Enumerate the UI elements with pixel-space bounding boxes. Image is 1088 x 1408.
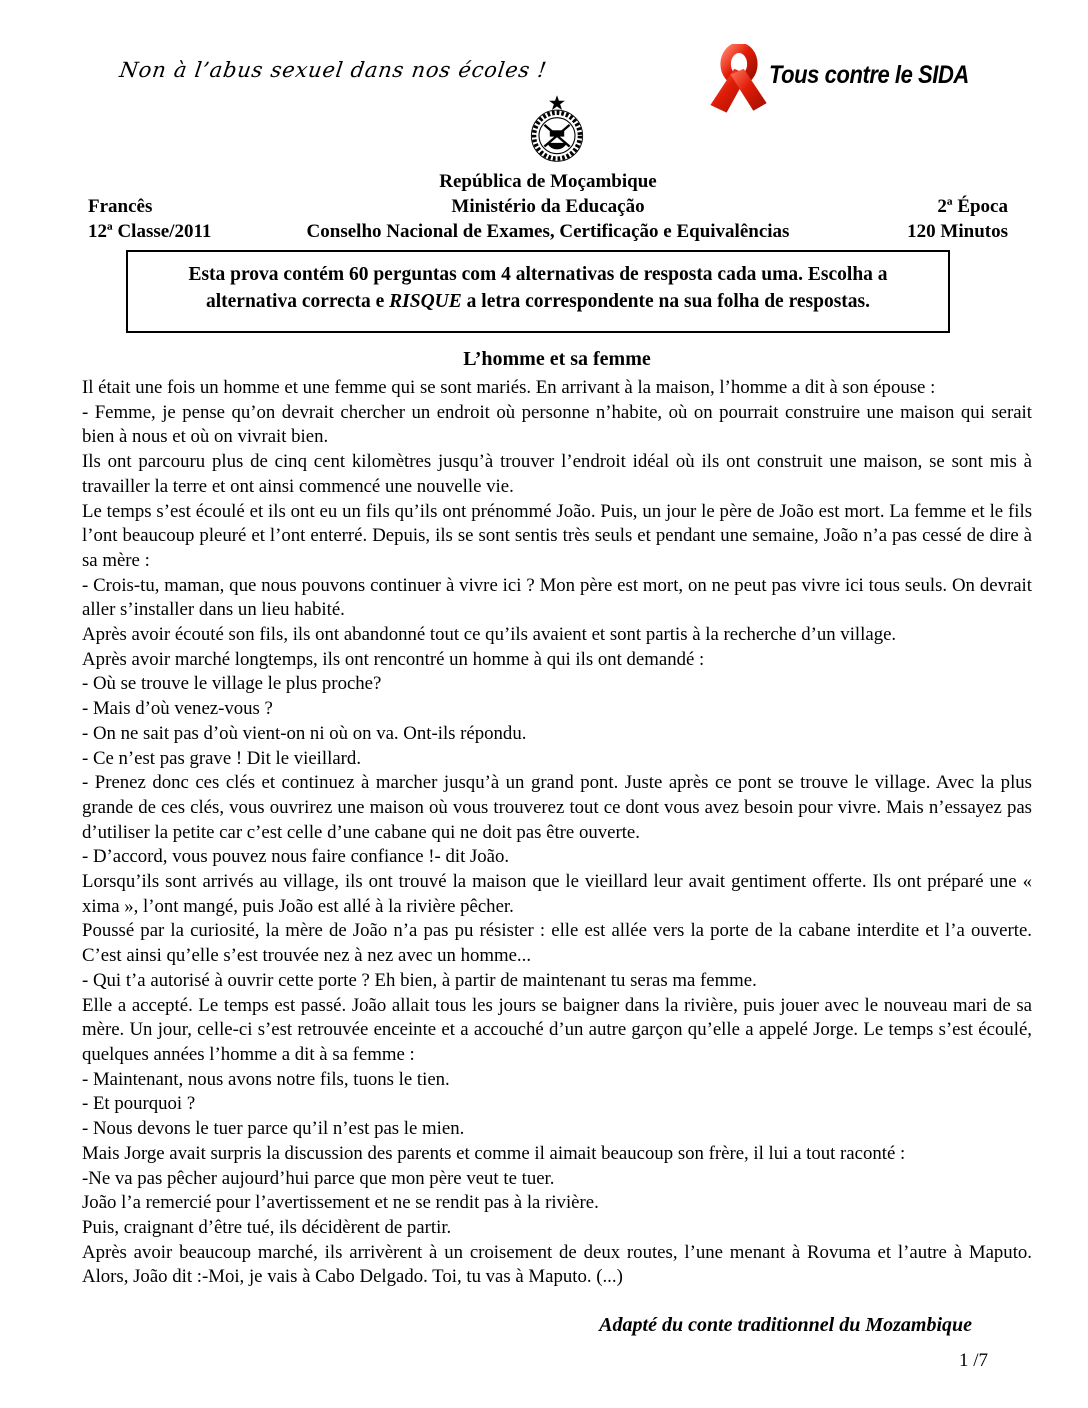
story-paragraph: Après avoir marché longtemps, ils ont rencontré un homme à qui ils ont demandé : [82, 648, 705, 670]
story-paragraph: - Femme, je pense qu’on devrait chercher un endroit où personne n’habite, où on pourrait construire une maison qui serait bien à nous et où on vivrait bien. [82, 401, 1032, 448]
story-paragraph: - Crois-tu, maman, que nous pouvons continuer à vivre ici ? Mon père est mort, on ne peut pas vivre ici tous seuls. On devrait aller s’installer dans un lieu habité. [82, 574, 1032, 621]
class-year: 12ª Classe/2011 [88, 221, 212, 242]
story-paragraph: - Où se trouve le village le plus proche? [82, 673, 382, 695]
story-paragraph: - Mais d’où venez-vous ? [82, 698, 273, 720]
story-paragraph: - Ce n’est pas grave ! Dit le vieillard. [82, 747, 362, 769]
story-attribution: Adapté du conte traditionnel du Mozambique [599, 1314, 972, 1337]
story-paragraph: - Nous devons le tuer parce qu’il n’est pas le mien. [82, 1118, 465, 1140]
council-name: Conselho Nacional de Exames, Certificação e Equivalências [306, 221, 790, 242]
country-name: República de Moçambique [439, 171, 657, 192]
story-paragraph: Poussé par la curiosité, la mère de João n’a pas pu résister : elle est allée vers la porte de la cabane interdite et l’a ouverte. C’est ainsi qu’elle s’est trouvée nez à nez avec un homme... [82, 920, 1032, 967]
story-paragraph: João l’a remercié pour l’avertissement et ne se rendit pas à la rivière. [82, 1192, 599, 1214]
ministry-name: Ministério da Educação [451, 196, 645, 217]
story-paragraph: Le temps s’est écoulé et ils ont eu un fils qu’ils ont prénommé João. Puis, un jour le père de João est mort. La femme et le fils l’ont beaucoup pleuré et l’ont enterré. Depuis, ils se sont sentis très seuls et pendant une semaine, João n’a pas cessé de dire à sa mère : [82, 500, 1032, 571]
campaign-slogan: Tous contre le SIDA [769, 61, 969, 89]
story-paragraph: - Prenez donc ces clés et continuez à marcher jusqu’à un grand pont. Juste après ce pont se trouve le village. Avec la plus grande de ces clés, vous ouvrirez une maison où vous trouverez tout ce dont vous avez besoin pour vivre. Mais n’essayez pas d’utiliser la petite car c’est celle d’une cabane qui ne doit pas être ouverte. [82, 772, 1032, 843]
story-paragraph: - Qui t’a autorisé à ouvrir cette porte ? Eh bien, à partir de maintenant tu seras ma femme. [82, 969, 757, 991]
instructions-text-1: Esta prova contém 60 perguntas com 4 alternativas de resposta cada uma. Escolha a alternativa correcta e [188, 264, 888, 312]
story-paragraph: Mais Jorge avait surpris la discussion des parents et comme il aimait beaucoup son frère, il lui a tout raconté : [82, 1142, 906, 1164]
duration-label: 120 Minutos [907, 221, 1008, 242]
story-paragraph: Il était une fois un homme et une femme qui se sont mariés. En arrivant à la maison, l’homme a dit à son épouse : [82, 377, 936, 398]
story-paragraph: - On ne sait pas d’où vient-on ni où on va. Ont-ils répondu. [82, 722, 527, 744]
exam-header [82, 167, 1032, 244]
story-paragraph: Ils ont parcouru plus de cinq cent kilomètres jusqu’à trouver l’endroit idéal où ils ont construit une maison, se sont mis à travailler la terre et ont ainsi commencé une nouvelle vie. [82, 451, 1032, 497]
story-paragraph: Elle a accepté. Le temps est passé. João allait tous les jours se baigner dans la rivière, puis jouer avec le nouveau mari de sa mère. Un jour, celle-ci s’est retrouvée enceinte et a accouché d’un autre garçon qu’elle a appelé Jorge. Le temps s’est écoulé, quelques années l’homme a dit à sa femme : [82, 994, 1032, 1065]
header-spacer [88, 169, 248, 194]
subject-name: Francês [88, 196, 153, 217]
instructions-text-2: a letra correspondente na sua folha de respostas. [461, 291, 871, 312]
anti-abuse-slogan: Non à l’abus sexuel dans nos écoles ! [118, 58, 549, 82]
instructions-box [126, 250, 950, 333]
story-paragraph: Lorsqu’ils sont arrivés au village, ils ont trouvé la maison que le vieillard leur avait gentiment offerte. Ils ont préparé une « xima », l’ont mangé, puis João est allé à la rivière pêcher. [82, 871, 1032, 917]
story-paragraph: Après avoir beaucoup marché, ils arrivèrent à un croisement de deux routes, l’une menant à Rovuma et l’autre à Maputo. Alors, João dit :-Moi, je vais à Cabo Delgado. Toi, tu vas à Maputo. (...) [82, 1241, 1032, 1288]
story-paragraph: - Et pourquoi ? [82, 1093, 196, 1115]
story-paragraph: - D’accord, vous pouvez nous faire confiance !- dit João. [82, 846, 510, 868]
header-spacer [848, 169, 1008, 194]
story-title: L’homme et sa femme [463, 348, 651, 370]
story-paragraph: Après avoir écouté son fils, ils ont abandonné tout ce qu’ils avaient et sont partis à la recherche d’un village. [82, 624, 897, 646]
page-number: 1 /7 [958, 1350, 988, 1371]
aids-ribbon-icon [701, 44, 777, 126]
mozambique-emblem-icon [530, 95, 584, 162]
instructions-emphasis: RISQUE [389, 291, 462, 312]
story-body [82, 376, 1032, 1290]
aids-campaign-block [701, 44, 996, 126]
story-paragraph: Puis, craignant d’être tué, ils décidèrent de partir. [82, 1216, 452, 1238]
epoch-label: 2ª Época [937, 196, 1008, 217]
story-paragraph: - Maintenant, nous avons notre fils, tuons le tien. [82, 1068, 450, 1090]
story-paragraph: -Ne va pas pêcher aujourd’hui parce que mon père veut te tuer. [82, 1167, 555, 1189]
